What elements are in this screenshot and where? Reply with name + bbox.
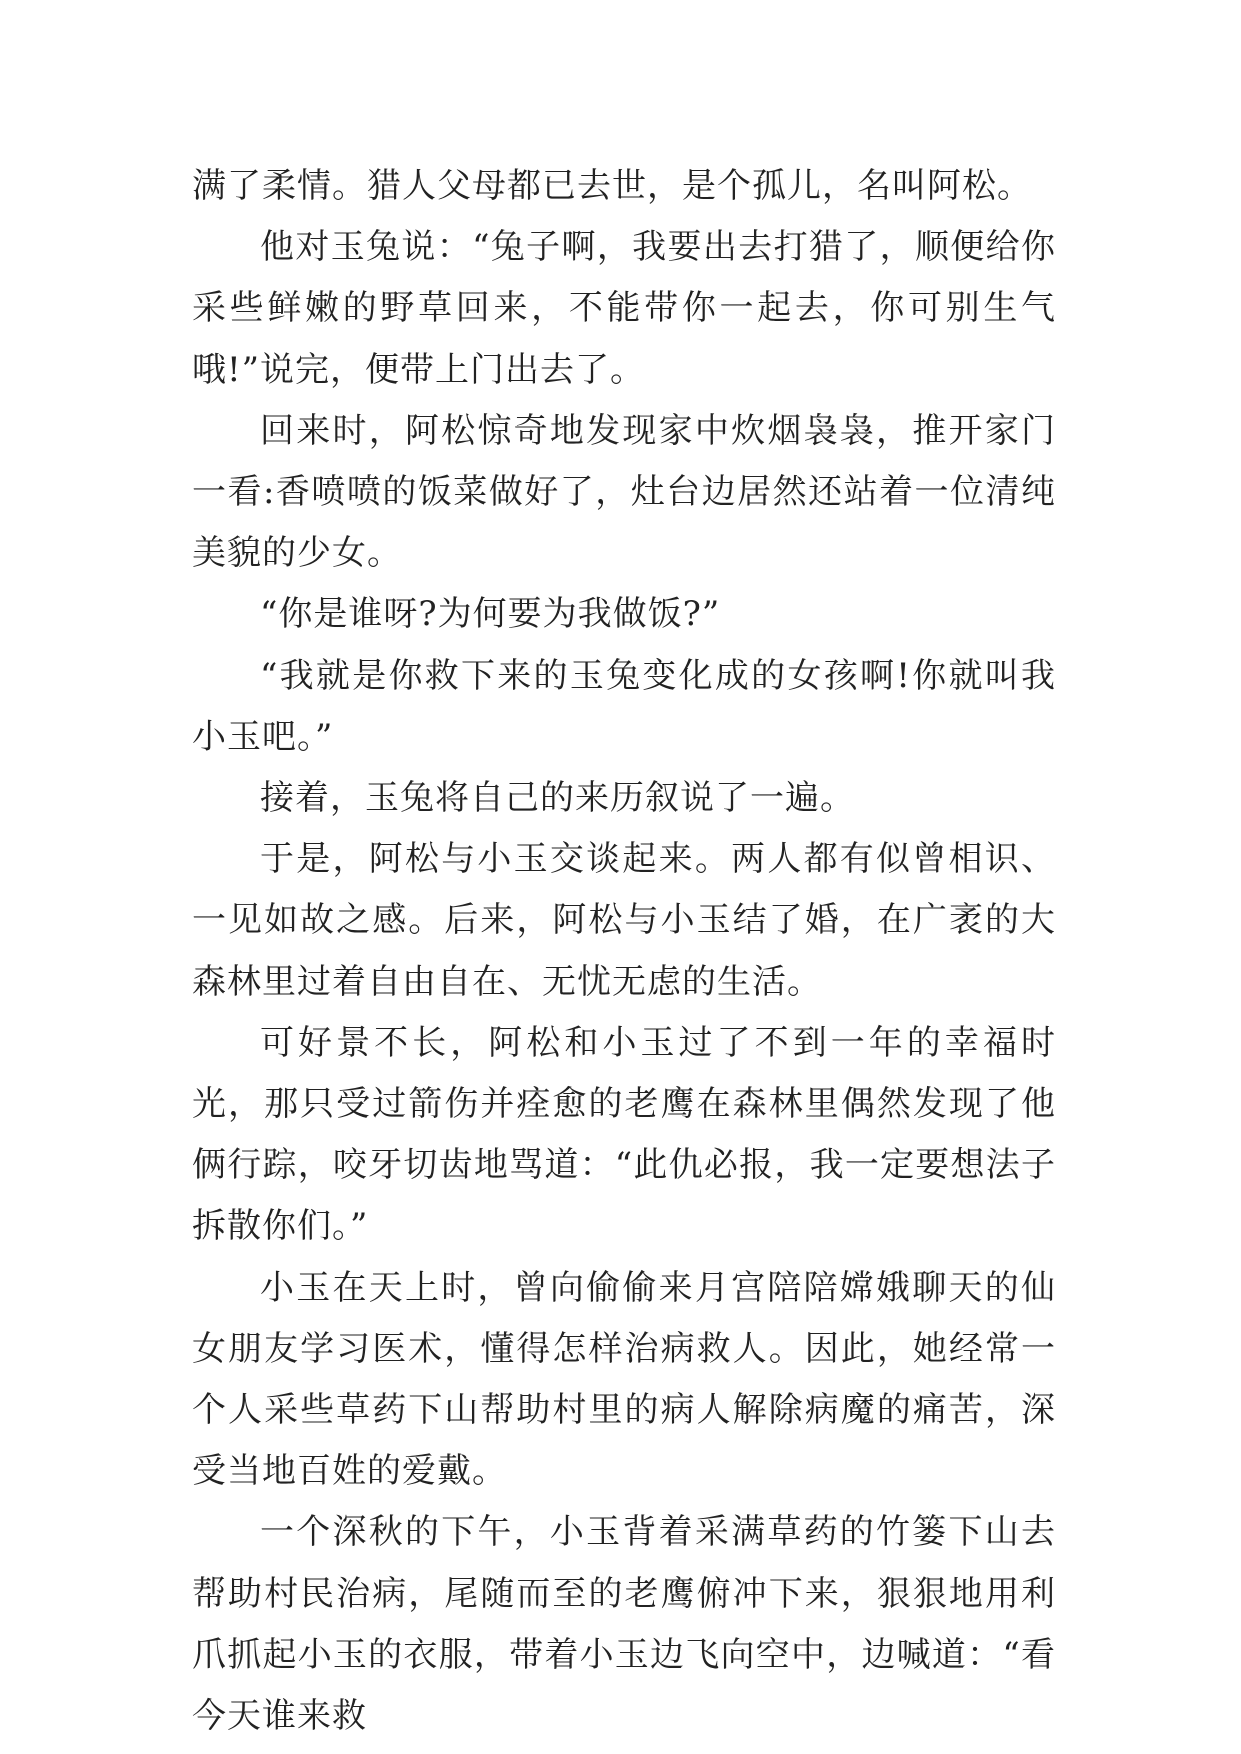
paragraph: 接着，玉兔将自己的来历叙说了一遍。 [260, 778, 855, 819]
paragraph: 满了柔情。猎人父母都已去世，是个孤儿，名叫阿松。 [192, 166, 1032, 206]
paragraph: 可好景不长，阿松和小玉过了不到一年的幸福时光，那只受过箭伤并痊愈的老鹰在森林里偶然发现了他俩行踪，咬牙切齿地骂道：“此仇必报，我一定要想法子拆散你们。” [192, 1022, 1056, 1247]
paragraph: 回来时，阿松惊奇地发现家中炊烟袅袅，推开家门一看:香喷喷的饭菜做好了，灶台边居然还站着一位清纯美貌的少女。 [192, 410, 1056, 574]
paragraph: 于是，阿松与小玉交谈起来。两人都有似曾相识、一见如故之感。后来，阿松与小玉结了婚，在广袤的大森林里过着自由自在、无忧无虑的生活。 [192, 839, 1056, 1002]
paragraph: 他对玉兔说：“兔子啊，我要出去打猎了，顺便给你采些鲜嫩的野草回来，不能带你一起去，你可别生气哦!”说完，便带上门出去了。 [192, 227, 1056, 390]
body-text [192, 156, 1056, 1747]
paragraph: 小玉在天上时，曾向偷偷来月宫陪陪嫦娥聊天的仙女朋友学习医术，懂得怎样治病救人。因此，她经常一个人采些草药下山帮助村里的病人解除病魔的痛苦，深受当地百姓的爱戴。 [192, 1267, 1056, 1492]
paragraph: “我就是你救下来的玉兔变化成的女孩啊!你就叫我小玉吧。” [192, 655, 1056, 757]
paragraph: “你是谁呀?为何要为我做饭?” [260, 594, 721, 635]
paragraph: 一个深秋的下午，小玉背着采满草药的竹篓下山去帮助村民治病，尾随而至的老鹰俯冲下来，狠狠地用利爪抓起小玉的衣服，带着小玉边飞向空中，边喊道：“看今天谁来救 [192, 1512, 1056, 1737]
